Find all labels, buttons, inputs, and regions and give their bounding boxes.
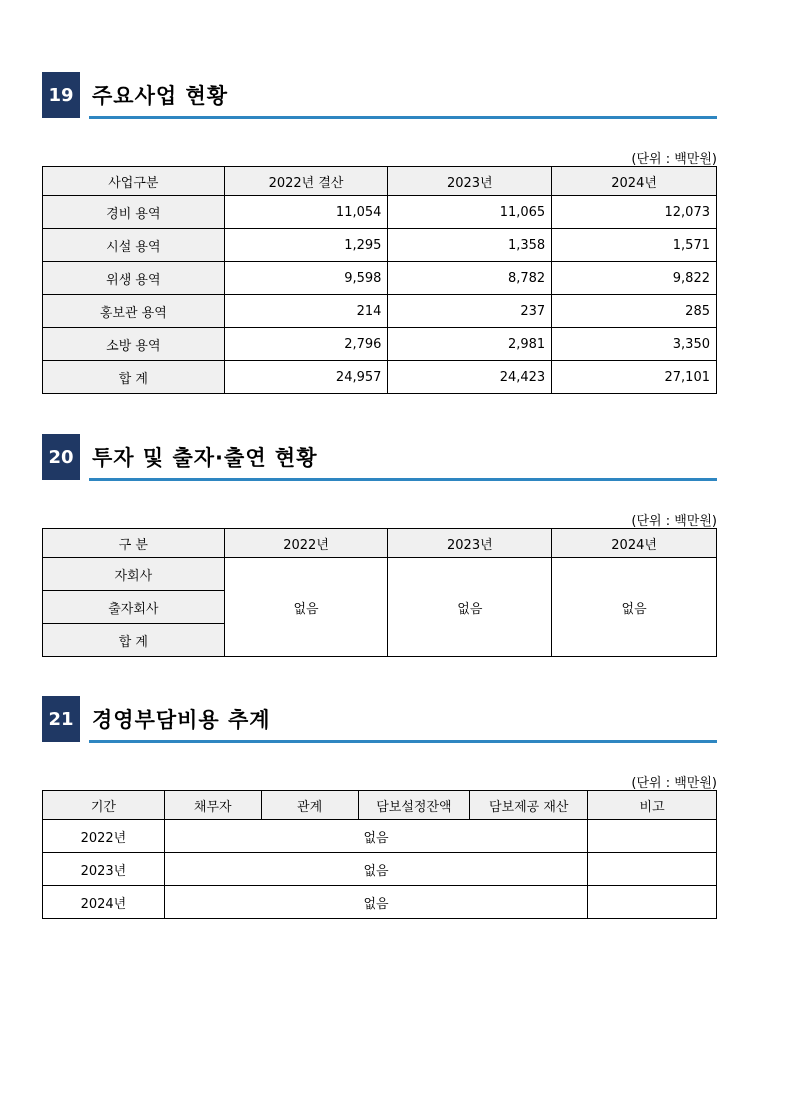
- remark-cell: [588, 820, 717, 853]
- table-header-row: [43, 791, 717, 820]
- row-label: 합 계: [43, 624, 225, 657]
- cell-value: 285: [552, 295, 717, 328]
- cell-value: 11,065: [388, 196, 552, 229]
- business-table: [42, 166, 717, 394]
- unit-label: (단위 : 백만원): [631, 514, 717, 529]
- table-header-row: [43, 529, 717, 558]
- section-title: 투자 및 출자·출연 현황: [92, 446, 318, 470]
- section-title: 경영부담비용 추계: [92, 708, 271, 732]
- cell-value: 24,957: [224, 361, 388, 394]
- cell-value: 1,571: [552, 229, 717, 262]
- table-row: [43, 558, 717, 591]
- cell-value: 11,054: [224, 196, 388, 229]
- cell-value: 237: [388, 295, 552, 328]
- table-row: [43, 262, 717, 295]
- cell-value: 2,981: [388, 328, 552, 361]
- remark-cell: [588, 886, 717, 919]
- cell-value: 2,796: [224, 328, 388, 361]
- section-header: [42, 696, 717, 746]
- unit-label: (단위 : 백만원): [631, 776, 717, 791]
- cell-value: 없음: [224, 558, 388, 657]
- table-row: [43, 886, 717, 919]
- cell-value: 없음: [164, 853, 587, 886]
- table-row: [43, 853, 717, 886]
- header-cell: 2024년: [552, 529, 717, 558]
- cell-value: 없음: [552, 558, 717, 657]
- cell-value: 12,073: [552, 196, 717, 229]
- cell-value: 9,598: [224, 262, 388, 295]
- cell-value: 9,822: [552, 262, 717, 295]
- section-divider: [89, 116, 717, 119]
- table-row: [43, 328, 717, 361]
- row-label: 합 계: [43, 361, 225, 394]
- row-label: 홍보관 용역: [43, 295, 225, 328]
- header-cell: 2022년 결산: [224, 167, 388, 196]
- cell-value: 8,782: [388, 262, 552, 295]
- period-cell: 2023년: [43, 853, 165, 886]
- header-cell: 기간: [43, 791, 165, 820]
- cell-value: 없음: [164, 886, 587, 919]
- period-cell: 2022년: [43, 820, 165, 853]
- table-header-row: [43, 167, 717, 196]
- section-divider: [89, 740, 717, 743]
- cell-value: 24,423: [388, 361, 552, 394]
- remark-cell: [588, 853, 717, 886]
- cell-value: 27,101: [552, 361, 717, 394]
- section-divider: [89, 478, 717, 481]
- section-number: 19: [42, 72, 80, 118]
- row-label: 경비 용역: [43, 196, 225, 229]
- cell-value: 214: [224, 295, 388, 328]
- cell-value: 3,350: [552, 328, 717, 361]
- burden-table: [42, 790, 717, 919]
- section-management-burden: [42, 696, 717, 919]
- header-cell: 구 분: [43, 529, 225, 558]
- cell-value: 1,358: [388, 229, 552, 262]
- row-label: 위생 용역: [43, 262, 225, 295]
- table-row: [43, 295, 717, 328]
- section-header: [42, 72, 717, 122]
- period-cell: 2024년: [43, 886, 165, 919]
- row-label: 소방 용역: [43, 328, 225, 361]
- header-cell: 비고: [588, 791, 717, 820]
- section-investment: [42, 434, 717, 657]
- row-label: 자회사: [43, 558, 225, 591]
- header-cell: 2023년: [388, 529, 552, 558]
- section-main-business: [42, 72, 717, 394]
- header-cell: 사업구분: [43, 167, 225, 196]
- cell-value: 없음: [388, 558, 552, 657]
- header-cell: 2024년: [552, 167, 717, 196]
- cell-value: 없음: [164, 820, 587, 853]
- investment-table: [42, 528, 717, 657]
- table-row: [43, 820, 717, 853]
- cell-value: 1,295: [224, 229, 388, 262]
- header-cell: 채무자: [164, 791, 261, 820]
- section-number: 20: [42, 434, 80, 480]
- unit-label: (단위 : 백만원): [631, 152, 717, 167]
- header-cell: 2022년: [224, 529, 388, 558]
- table-row: [43, 196, 717, 229]
- section-header: [42, 434, 717, 484]
- header-cell: 관계: [261, 791, 358, 820]
- row-label: 시설 용역: [43, 229, 225, 262]
- section-number: 21: [42, 696, 80, 742]
- table-row: [43, 229, 717, 262]
- header-cell: 담보제공 재산: [470, 791, 588, 820]
- row-label: 출자회사: [43, 591, 225, 624]
- header-cell: 담보설정잔액: [358, 791, 470, 820]
- header-cell: 2023년: [388, 167, 552, 196]
- section-title: 주요사업 현황: [92, 84, 229, 108]
- total-row: [43, 361, 717, 394]
